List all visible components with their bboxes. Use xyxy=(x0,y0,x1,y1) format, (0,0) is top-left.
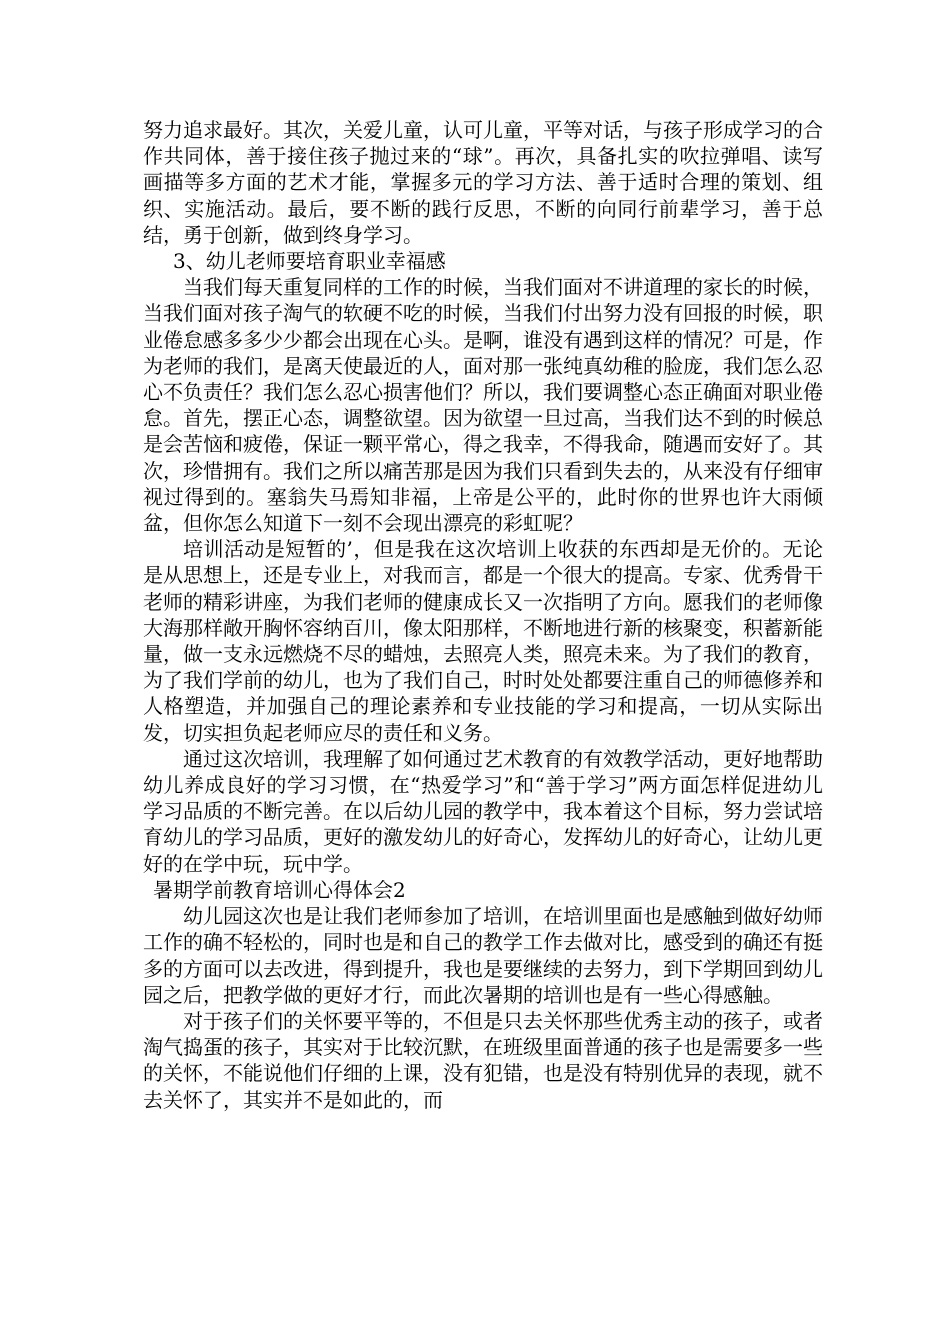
paragraph-continuation: 努力追求最好。其次，关爱儿童，认可儿童，平等对话，与孩子形成学习的合作共同体，善于接住孩子抛过来的“球”。再次，具备扎实的吹拉弹唱、读写画描等多方面的艺术才能，掌握多元的学习方法、善于适时合理的策划、组织、实施活动。最后，要不断的践行反思，不断的向同行前辈学习，善于总结，勇于创新，做到终身学习。 xyxy=(143,118,823,247)
paragraph-care-equality: 对于孩子们的关怀要平等的，不但是只去关怀那些优秀主动的孩子，或者淘气捣蛋的孩子，其实对于比较沉默，在班级里面普通的孩子也是需要多一些的关怀，不能说他们仔细的上课，没有犯错，也是没有特别优异的表现，就不去关怀了，其实并不是如此的，而 xyxy=(143,1008,823,1112)
paragraph-art-education: 通过这次培训，我理解了如何通过艺术教育的有效教学活动，更好地帮助幼儿养成良好的学习习惯，在“热爱学习”和“善于学习”两方面怎样促进幼儿学习品质的不断完善。在以后幼儿园的教学中，我本着这个目标，努力尝试培育幼儿的学习品质，更好的激发幼儿的好奇心，发挥幼儿的好奇心，让幼儿更好的在学中玩，玩中学。 xyxy=(143,746,823,876)
document-page xyxy=(143,117,823,1113)
paragraph-training-value: 培训活动是短暂的’，但是我在这次培训上收获的东西却是无价的。无论是从思想上，还是专业上，对我而言，都是一个很大的提高。专家、优秀骨干老师的精彩讲座，为我们老师的健康成长又一次指明了方向。愿我们的老师像大海那样敞开胸怀容纳百川，像太阳那样，不断地进行新的核聚变，积蓄新能量，做一支永远燃烧不尽的蜡烛，去照亮人类，照亮未来。为了我们的教育，为了我们学前的幼儿，也为了我们自己，时时处处都要注重自己的师德修养和人格塑造，并加强自己的理论素养和专业技能的学习和提高，一切从实际出发，切实担负起老师应尽的责任和义务。 xyxy=(143,537,823,745)
paragraph-job-burnout: 当我们每天重复同样的工作的时候，当我们面对不讲道理的家长的时候，当我们面对孩子淘气的软硬不吃的时候，当我们付出努力没有回报的时候，职业倦怠感多多少少都会出现在心头。是啊，谁没有遇到这样的情况？可是，作为老师的我们，是离天使最近的人，面对那一张纯真幼稚的脸庞，我们怎么忍心不负责任？我们怎么忍心损害他们？所以，我们要调整心态正确面对职业倦怠。首先，摆正心态，调整欲望。因为欲望一旦过高，当我们达不到的时候总是会苦恼和疲倦，保证一颗平常心，得之我幸，不得我命，随遇而安好了。其次，珍惜拥有。我们之所以痛苦那是因为我们只看到失去的，从来没有仔细审视过得到的。塞翁失马焉知非福，上帝是公平的，此时你的世界也许大雨倾盆，但你怎么知道下一刻不会现出漂亮的彩虹呢？ xyxy=(143,275,823,536)
paragraph-kindergarten-training: 幼儿园这次也是让我们老师参加了培训，在培训里面也是感触到做好幼师工作的确不轻松的，同时也是和自己的教学工作去做对比，感受到的确还有挺多的方面可以去改进，得到提升，我也是要继续的去努力，到下学期回到幼儿园之后，把教学做的更好才行，而此次暑期的培训也是有一些心得感触。 xyxy=(143,904,823,1007)
section-heading: 3、幼儿老师要培育职业幸福感 xyxy=(173,249,446,274)
essay-title: 暑期学前教育培训心得体会2 xyxy=(153,877,406,902)
